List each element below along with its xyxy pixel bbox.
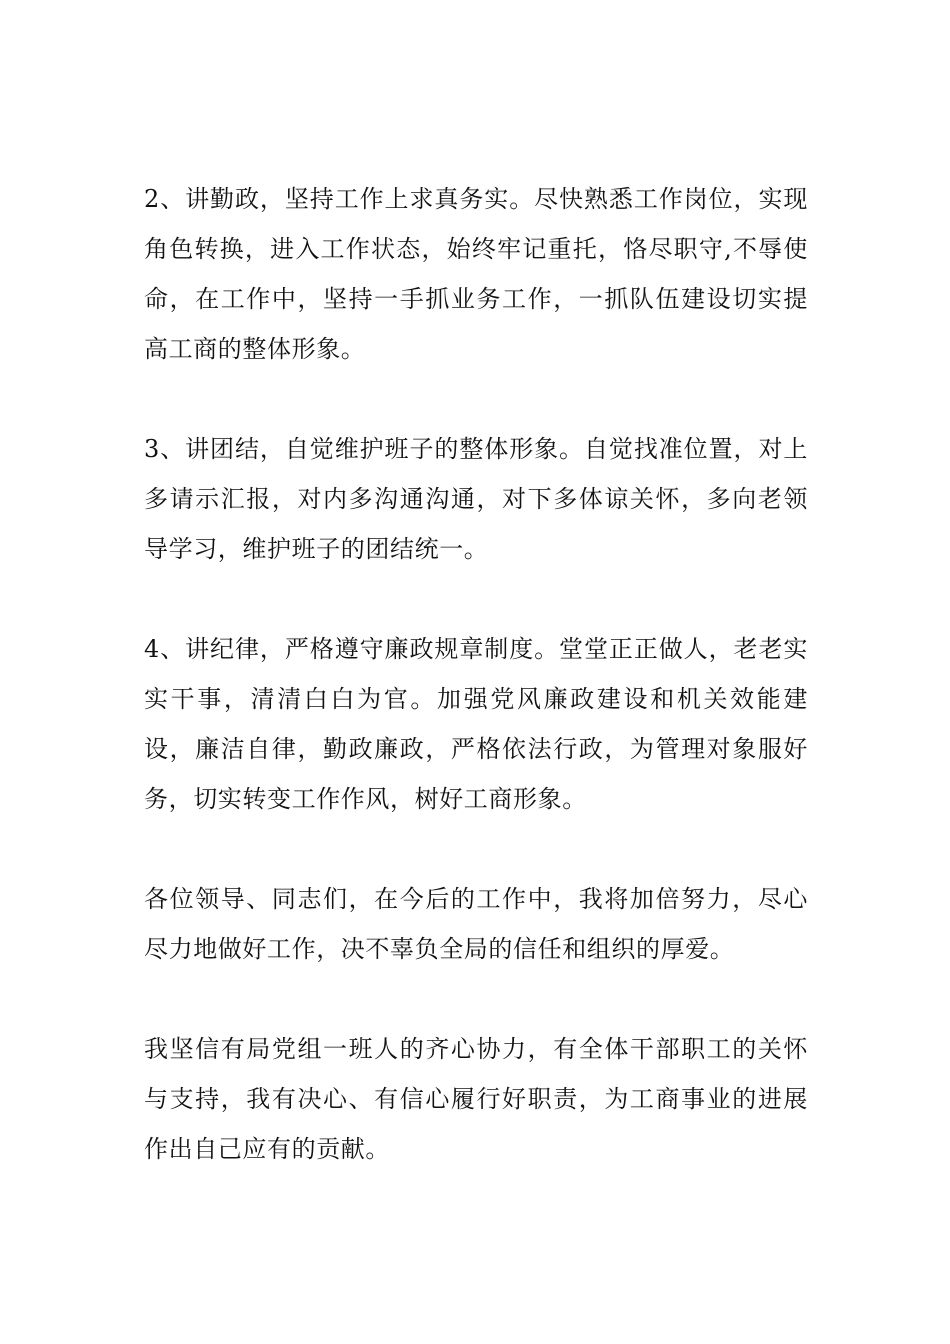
paragraph-closing: 我坚信有局党组一班人的齐心协力，有全体干部职工的关怀与支持，我有决心、有信心履行好职责，为工商事业的进展作出自己应有的贡献。 bbox=[144, 1035, 808, 1163]
paragraph-diligence: 2、讲勤政，坚持工作上求真务实。尽快熟悉工作岗位，实现角色转换，进入工作状态，始终牢记重托，恪尽职守,不辱使命，在工作中，坚持一手抓业务工作，一抓队伍建设切实提高工商的整体形象。 bbox=[144, 185, 808, 363]
document-body bbox=[144, 174, 808, 1174]
paragraph-discipline: 4、讲纪律，严格遵守廉政规章制度。堂堂正正做人，老老实实干事，清清白白为官。加强党风廉政建设和机关效能建设，廉洁自律，勤政廉政，严格依法行政，为管理对象服好务，切实转变工作作风，树好工商形象。 bbox=[144, 635, 808, 813]
paragraph-unity: 3、讲团结，自觉维护班子的整体形象。自觉找准位置，对上多请示汇报，对内多沟通沟通，对下多体谅关怀，多向老领导学习，维护班子的团结统一。 bbox=[144, 435, 808, 563]
paragraph-commitment: 各位领导、同志们，在今后的工作中，我将加倍努力，尽心尽力地做好工作，决不辜负全局的信任和组织的厚爱。 bbox=[144, 885, 808, 963]
